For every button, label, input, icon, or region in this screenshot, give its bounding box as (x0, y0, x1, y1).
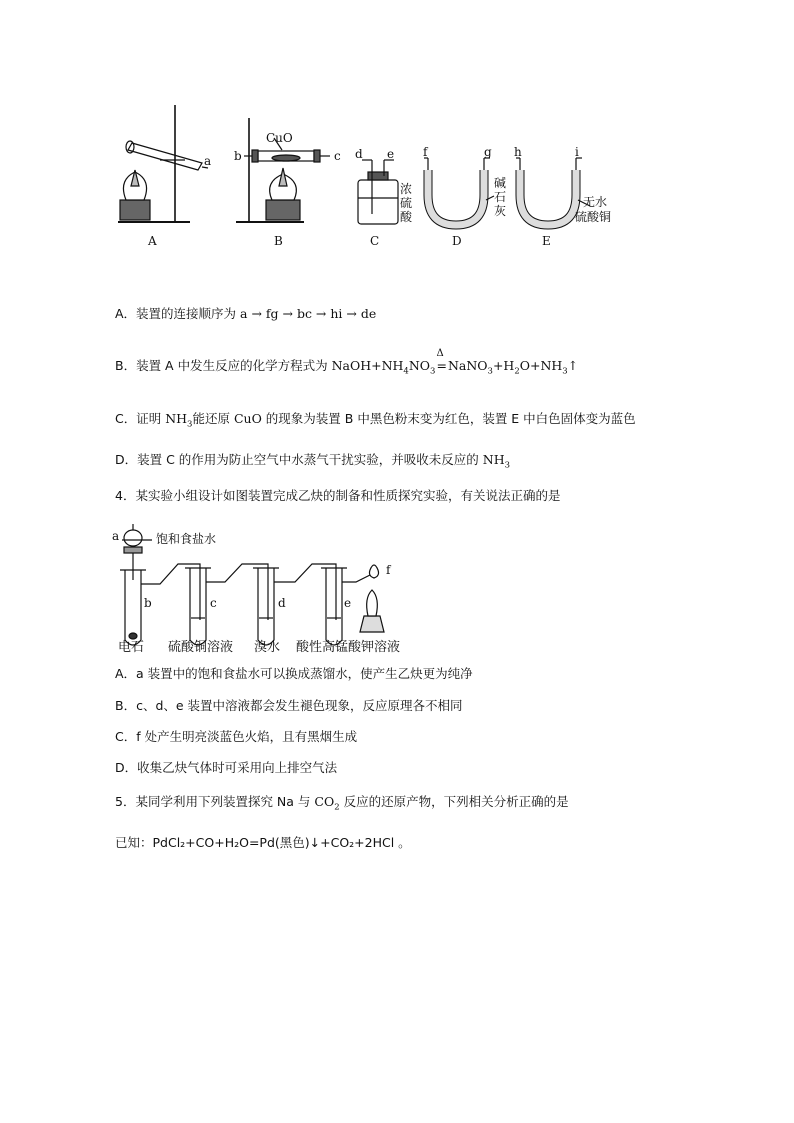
q3-option-a: A．装置的连接顺序为 a → fg → bc → hi → de (115, 306, 377, 321)
q4-caption-kmno4: 酸性高锰酸钾溶液 (296, 640, 401, 655)
label-f: f (423, 145, 428, 159)
caption-B: B (274, 234, 283, 248)
label-i: i (575, 145, 579, 159)
label-e: e (387, 147, 395, 161)
label-d: d (355, 147, 363, 161)
c-reagent-label: 浓 硫 酸 (399, 182, 412, 224)
q4-option-c: C．f 处产生明亮淡蓝色火焰，且有黑烟生成 (115, 729, 358, 744)
label-cuo: CuO (266, 131, 293, 145)
q4-label-d: d (278, 596, 286, 610)
q4-label-c: c (210, 596, 217, 610)
q4-caption-bromine-water: 溴水 (254, 640, 281, 655)
label-b: b (234, 149, 242, 163)
caption-A: A (148, 234, 157, 248)
q5-known: 已知：PdCl₂+CO+H₂O=Pd(黑色)↓+CO₂+2HCl 。 (115, 835, 411, 850)
q3-option-c: C．证明 $NH_3$能还原 CuO 的现象为装置 B 中黑色粉末变为红色，装置 E 中白色固体变为蓝色 (115, 411, 636, 430)
q4-label-a: a (112, 529, 120, 543)
q4-caption-copper-sulfate: 硫酸铜溶液 (168, 640, 234, 655)
label-a: a (204, 154, 212, 168)
q3-option-b: B．装置 A 中发生反应的化学方程式为 $NaOH+NH_4NO_3=$ Δ $NaNO_3+H_2O+NH_3↑$ (115, 348, 579, 377)
q3-option-d: D．装置 C 的作用为防止空气中水蒸气干扰实验，并吸收未反应的 $NH_3$ (115, 452, 511, 471)
q4-stem: 4．某实验小组设计如图装置完成乙炔的制备和性质探究实验，有关说法正确的是 (115, 488, 561, 503)
e-reagent-label-2: 硫酸铜 (575, 210, 612, 224)
q4-label-b: b (144, 596, 152, 610)
q4-label-f: f (386, 563, 391, 577)
q4-option-d: D．收集乙炔气体时可采用向上排空气法 (115, 760, 338, 775)
figure-apparatus-ae (0, 0, 794, 260)
label-g: g (484, 145, 492, 159)
caption-E: E (542, 234, 551, 248)
e-reagent-label-1: 无水 (583, 195, 608, 209)
q4-option-b: B．c、d、e 装置中溶液都会发生褪色现象，反应原理各不相同 (115, 698, 463, 713)
label-c: c (334, 149, 341, 163)
caption-C: C (370, 234, 380, 248)
d-reagent-label: 碱 石 灰 (493, 176, 506, 218)
caption-D: D (452, 234, 462, 248)
q4-funnel-label: 饱和食盐水 (156, 532, 217, 546)
q5-stem: 5．某同学利用下列装置探究 Na 与 $CO_2$ 反应的还原产物，下列相关分析正确的是 (115, 794, 569, 813)
q4-label-e: e (344, 596, 352, 610)
q4-option-a: A．a 装置中的饱和食盐水可以换成蒸馏水，使产生乙炔更为纯净 (115, 666, 473, 681)
q4-caption-calcium-carbide: 电石 (118, 640, 145, 655)
label-h: h (514, 145, 522, 159)
